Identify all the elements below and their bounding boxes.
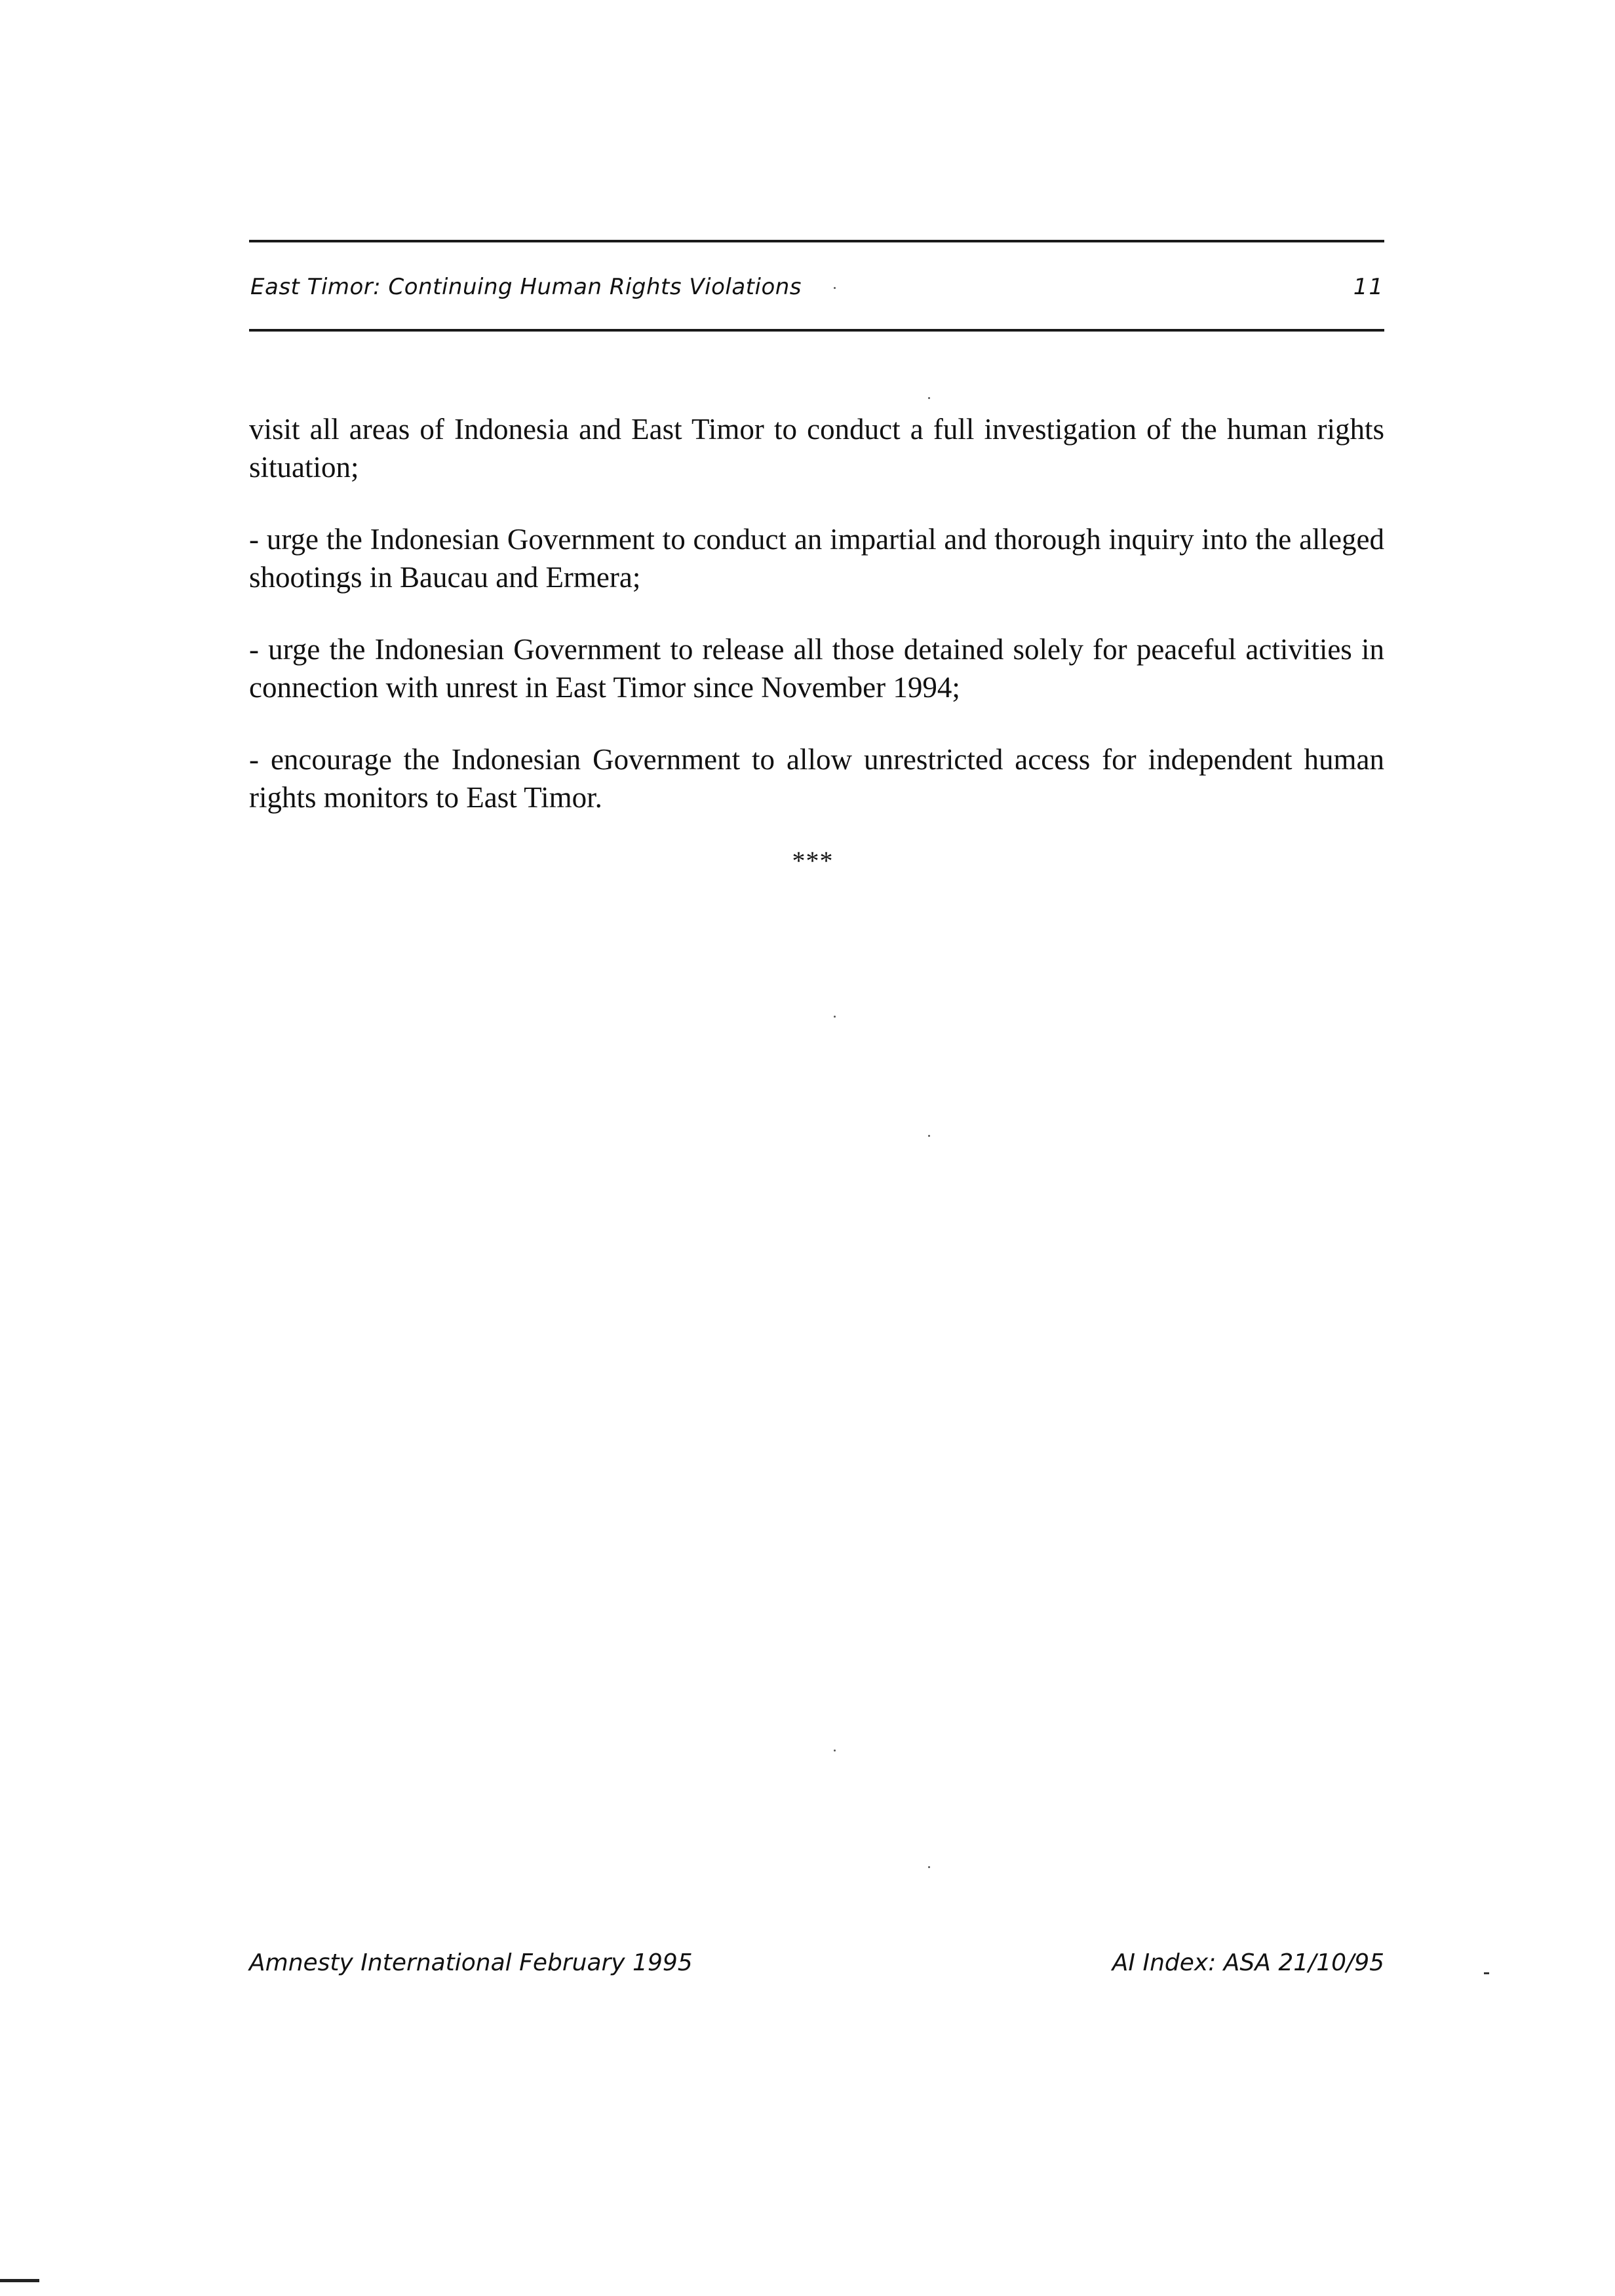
footer-index: AI Index: ASA 21/10/95 (1112, 1949, 1384, 1976)
header-bottom-rule (249, 329, 1384, 332)
paragraph-investigation: visit all areas of Indonesia and East Timor to conduct a full investigation of the human rights situation; (249, 413, 1384, 484)
paragraph-inquiry: - urge the Indonesian Government to conduct an impartial and thorough inquiry into the alleged shootings in Baucau and Ermera; (249, 523, 1384, 594)
scan-speck (928, 1866, 930, 1868)
scan-mark (1484, 1972, 1489, 1974)
scan-edge-mark (0, 2279, 39, 2282)
scan-speck (834, 287, 836, 289)
running-header-title: East Timor: Continuing Human Rights Violations (250, 274, 802, 300)
page-number: 11 (1353, 274, 1384, 300)
paragraph-access: - encourage the Indonesian Government to allow unrestricted access for independent human rights monitors to East Timor. (249, 743, 1384, 814)
scan-speck (928, 397, 930, 399)
footer-publisher: Amnesty International February 1995 (249, 1949, 693, 1976)
scan-speck (834, 1016, 836, 1018)
scan-speck (928, 1135, 930, 1137)
header-top-rule (249, 240, 1384, 242)
paragraph-release: - urge the Indonesian Government to release all those detained solely for peaceful activities in connection with unrest in East Timor since November 1994; (249, 633, 1384, 704)
section-separator: *** (792, 846, 834, 875)
scan-speck (834, 1750, 836, 1751)
